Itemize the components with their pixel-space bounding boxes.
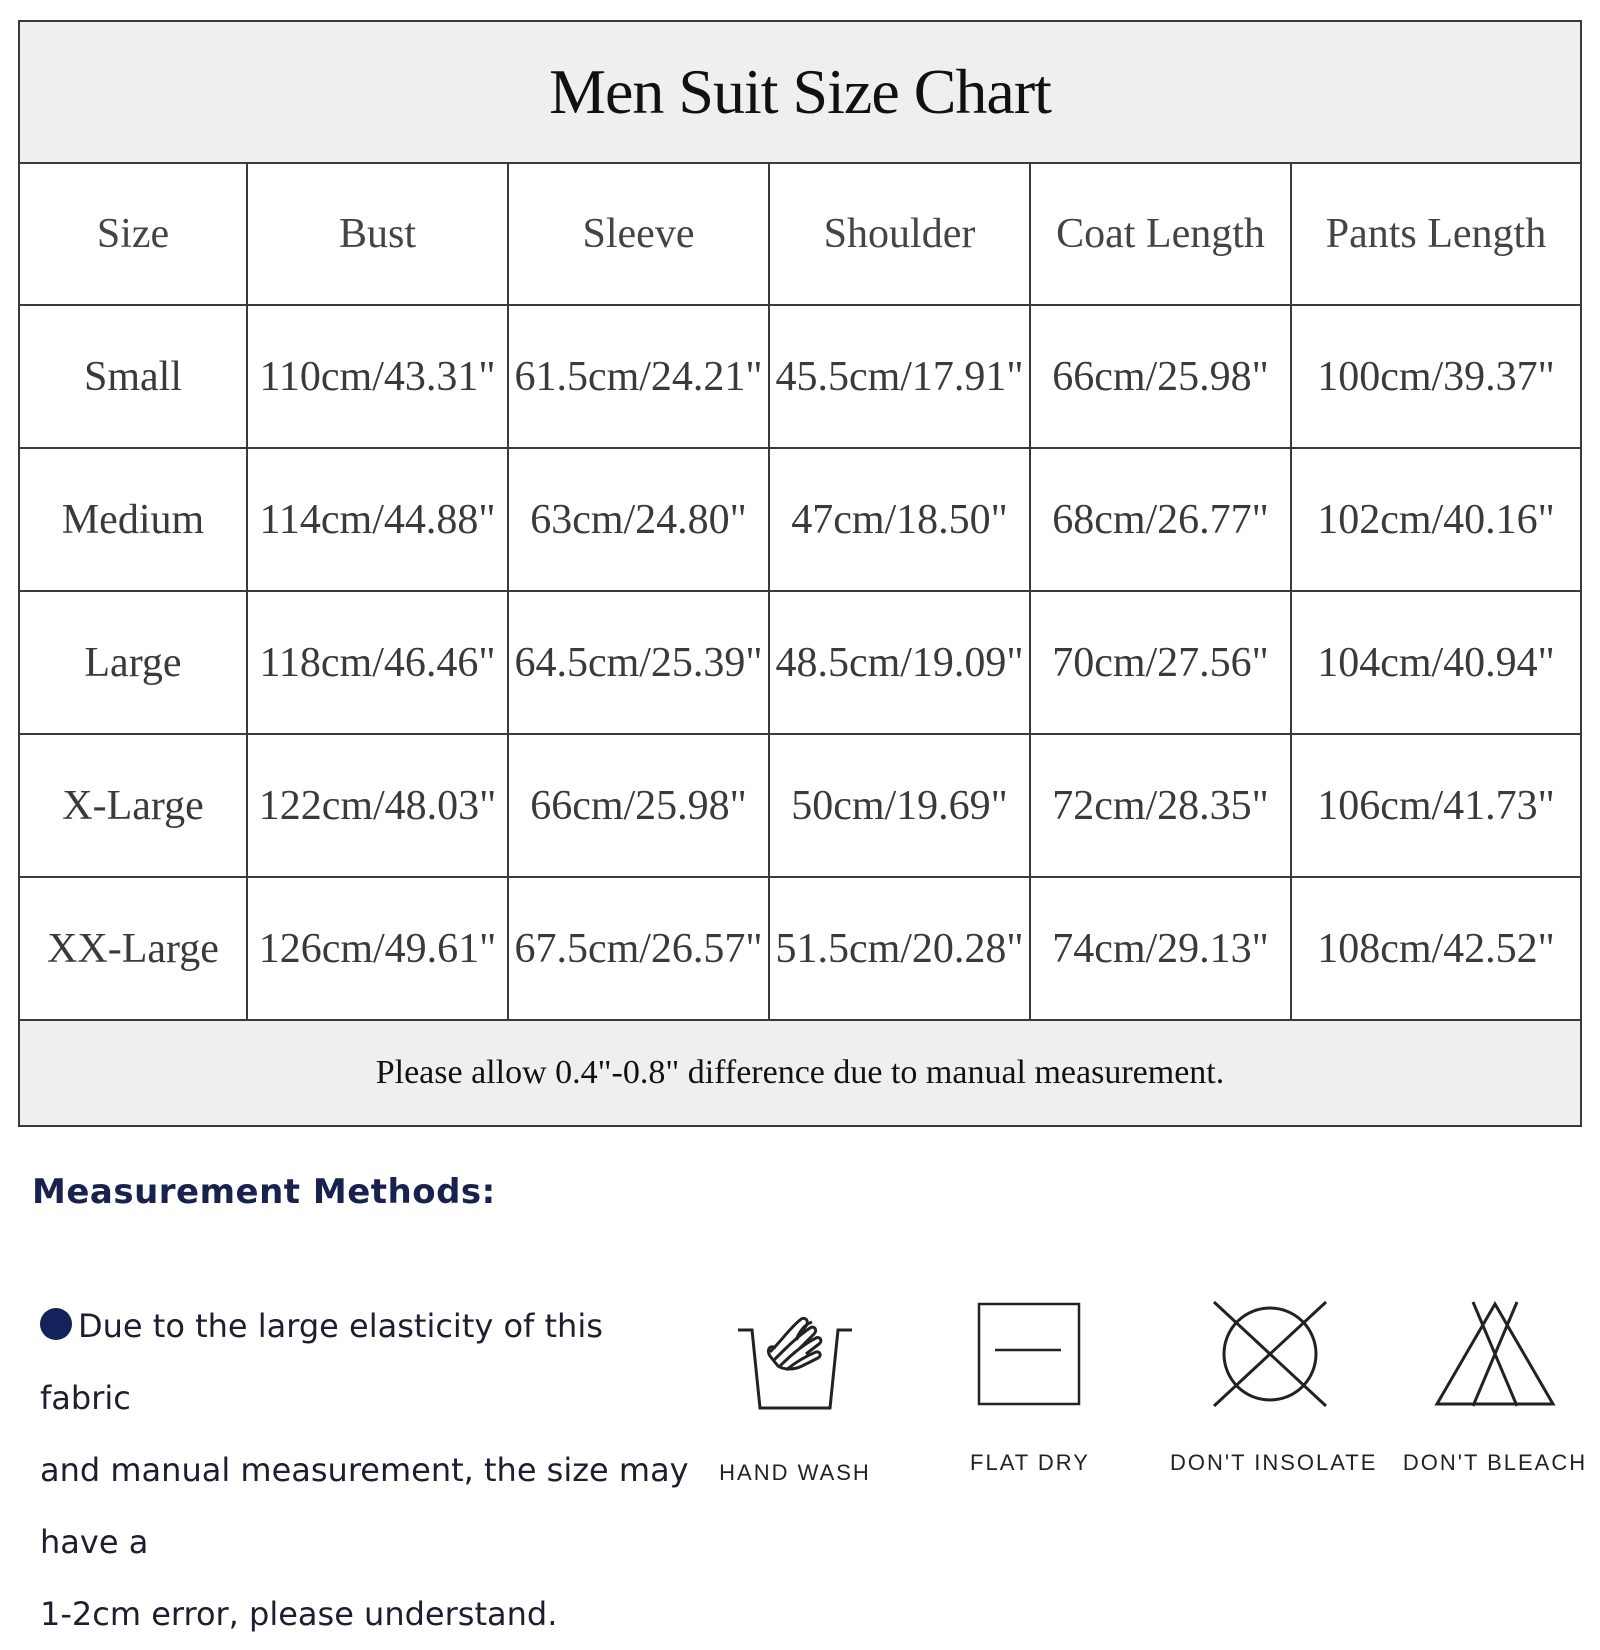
methods-line-text: Due to the large elasticity of this fabric [40, 1307, 603, 1417]
care-flat-dry [935, 1300, 1125, 1476]
table-cell: 47cm/18.50" [769, 448, 1030, 591]
care-label: FLAT DRY [970, 1450, 1090, 1475]
table-cell: 63cm/24.80" [508, 448, 769, 591]
bullet-icon [40, 1308, 72, 1340]
methods-line: 1-2cm error, please understand. [40, 1595, 558, 1633]
table-row [20, 591, 1580, 734]
care-label: DON'T INSOLATE [1170, 1450, 1378, 1475]
table-cell: XX-Large [20, 877, 247, 1020]
header-row [20, 163, 1580, 305]
flat-dry-icon [975, 1300, 1085, 1410]
table-cell: 66cm/25.98" [508, 734, 769, 877]
table-cell: 66cm/25.98" [1030, 305, 1291, 448]
table-cell: X-Large [20, 734, 247, 877]
column-header: Bust [247, 163, 508, 305]
table-cell: Large [20, 591, 247, 734]
table-cell: 61.5cm/24.21" [508, 305, 769, 448]
table-cell: 118cm/46.46" [247, 591, 508, 734]
table-cell: 108cm/42.52" [1291, 877, 1580, 1020]
table-cell: 72cm/28.35" [1030, 734, 1291, 877]
column-header: Pants Length [1291, 163, 1580, 305]
table-cell: 122cm/48.03" [247, 734, 508, 877]
column-header: Size [20, 163, 247, 305]
table-cell: 64.5cm/25.39" [508, 591, 769, 734]
table-cell: 74cm/29.13" [1030, 877, 1291, 1020]
methods-text [40, 1290, 700, 1650]
table-cell: Small [20, 305, 247, 448]
table-cell: 48.5cm/19.09" [769, 591, 1030, 734]
table-cell: 106cm/41.73" [1291, 734, 1580, 877]
table-cell: 102cm/40.16" [1291, 448, 1580, 591]
methods-line: and manual measurement, the size may have a [40, 1451, 689, 1561]
table-row [20, 877, 1580, 1020]
table-cell: Medium [20, 448, 247, 591]
table-cell: 68cm/26.77" [1030, 448, 1291, 591]
table-row [20, 448, 1580, 591]
care-hand-wash [700, 1300, 890, 1486]
table-row [20, 734, 1580, 877]
table-cell: 110cm/43.31" [247, 305, 508, 448]
table-cell: 50cm/19.69" [769, 734, 1030, 877]
chart-title: Men Suit Size Chart [20, 22, 1580, 163]
table-cell: 51.5cm/20.28" [769, 877, 1030, 1020]
hand-wash-icon [730, 1300, 860, 1420]
care-label: HAND WASH [719, 1460, 871, 1485]
column-header: Shoulder [769, 163, 1030, 305]
size-chart [18, 20, 1582, 1127]
care-label: DON'T BLEACH [1402, 1450, 1588, 1475]
size-table [20, 22, 1580, 1125]
table-cell: 104cm/40.94" [1291, 591, 1580, 734]
care-dont-bleach [1400, 1300, 1590, 1476]
table-cell: 67.5cm/26.57" [508, 877, 769, 1020]
care-dont-insolate [1170, 1300, 1378, 1476]
column-header: Sleeve [508, 163, 769, 305]
measurement-note: Please allow 0.4"-0.8" difference due to manual measurement. [20, 1020, 1580, 1125]
column-header: Coat Length [1030, 163, 1291, 305]
table-cell: 126cm/49.61" [247, 877, 508, 1020]
dont-insolate-icon [1208, 1300, 1332, 1410]
methods-title: Measurement Methods: [32, 1172, 496, 1212]
table-row [20, 305, 1580, 448]
table-cell: 70cm/27.56" [1030, 591, 1291, 734]
table-cell: 100cm/39.37" [1291, 305, 1580, 448]
table-cell: 114cm/44.88" [247, 448, 508, 591]
dont-bleach-icon [1433, 1300, 1557, 1410]
table-cell: 45.5cm/17.91" [769, 305, 1030, 448]
methods-line [40, 1290, 700, 1434]
